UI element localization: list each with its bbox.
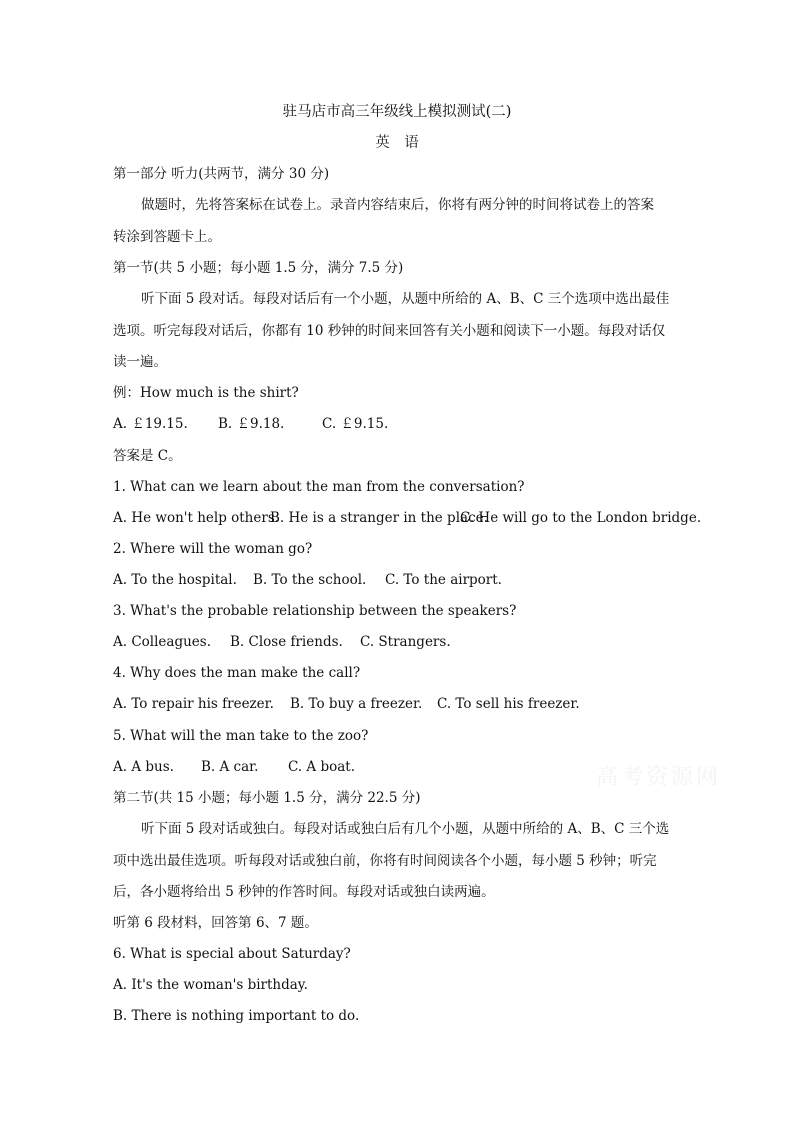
q3-option-c: C. Strangers. <box>360 634 451 650</box>
question-5: 5. What will the man take to the zoo? <box>113 728 369 744</box>
section2-instruction-line: 听下面 5 段对话或独白。每段对话或独白后有几个小题，从题中所给的 A、B、C 三个选 <box>141 821 670 837</box>
section2-instruction-line: 后，各小题将给出 5 秒钟的作答时间。每段对话或独白读两遍。 <box>113 884 495 900</box>
q2-option-b: B. To the school. <box>253 572 367 588</box>
section1-instruction-line: 读一遍。 <box>113 354 167 370</box>
part1-instruction-line: 做题时，先将答案标在试卷上。录音内容结束后，你将有两分钟的时间将试卷上的答案 <box>141 197 654 213</box>
part1-instruction-line: 转涂到答题卡上。 <box>113 229 221 245</box>
q4-option-a: A. To repair his freezer. <box>113 696 274 712</box>
q2-option-c: C. To the airport. <box>385 572 502 588</box>
question-3: 3. What's the probable relationship between the speakers? <box>113 603 517 619</box>
section2-heading: 第二节(共 15 小题；每小题 1.5 分，满分 22.5 分) <box>113 790 421 806</box>
q5-option-a: A. A bus. <box>113 759 174 775</box>
q6-option-a: A. It's the woman's birthday. <box>113 977 308 993</box>
exam-title: 驻马店市高三年级线上模拟测试(二) <box>282 104 512 120</box>
example-question: 例：How much is the shirt? <box>113 385 299 401</box>
part1-heading: 第一部分 听力(共两节，满分 30 分) <box>113 166 330 182</box>
section1-instruction-line: 选项。听完每段对话后，你都有 10 秒钟的时间来回答有关小题和阅读下一小题。每段对话仅 <box>113 323 666 339</box>
q1-option-a: A. He won't help others. <box>113 510 280 526</box>
material-6-note: 听第 6 段材料，回答第 6、7 题。 <box>113 915 318 931</box>
q2-option-a: A. To the hospital. <box>113 572 237 588</box>
q6-option-b: B. There is nothing important to do. <box>113 1008 360 1024</box>
q4-option-c: C. To sell his freezer. <box>437 696 580 712</box>
example-answer: 答案是 C。 <box>113 448 182 464</box>
watermark: 高考资源网 <box>596 765 722 790</box>
q1-option-c: C. He will go to the London bridge. <box>460 510 702 526</box>
question-1: 1. What can we learn about the man from the conversation? <box>113 479 525 495</box>
q4-option-b: B. To buy a freezer. <box>290 696 423 712</box>
q5-option-c: C. A boat. <box>288 759 356 775</box>
example-option-a: A. ￡19.15. <box>113 416 188 432</box>
question-4: 4. Why does the man make the call? <box>113 665 361 681</box>
section1-heading: 第一节(共 5 小题；每小题 1.5 分，满分 7.5 分) <box>113 260 404 276</box>
example-option-c: C. ￡9.15. <box>322 416 389 432</box>
question-2: 2. Where will the woman go? <box>113 541 313 557</box>
q5-option-b: B. A car. <box>201 759 259 775</box>
subject-title: 英 语 <box>375 135 419 151</box>
q3-option-a: A. Colleagues. <box>113 634 212 650</box>
q3-option-b: B. Close friends. <box>230 634 343 650</box>
section2-instruction-line: 项中选出最佳选项。听每段对话或独白前，你将有时间阅读各个小题，每小题 5 秒钟；听完 <box>113 853 657 869</box>
question-6: 6. What is special about Saturday? <box>113 946 351 962</box>
example-option-b: B. ￡9.18. <box>218 416 285 432</box>
section1-instruction-line: 听下面 5 段对话。每段对话后有一个小题，从题中所给的 A、B、C 三个选项中选出最佳 <box>141 291 670 307</box>
q1-option-b: B. He is a stranger in the place. <box>270 510 488 526</box>
